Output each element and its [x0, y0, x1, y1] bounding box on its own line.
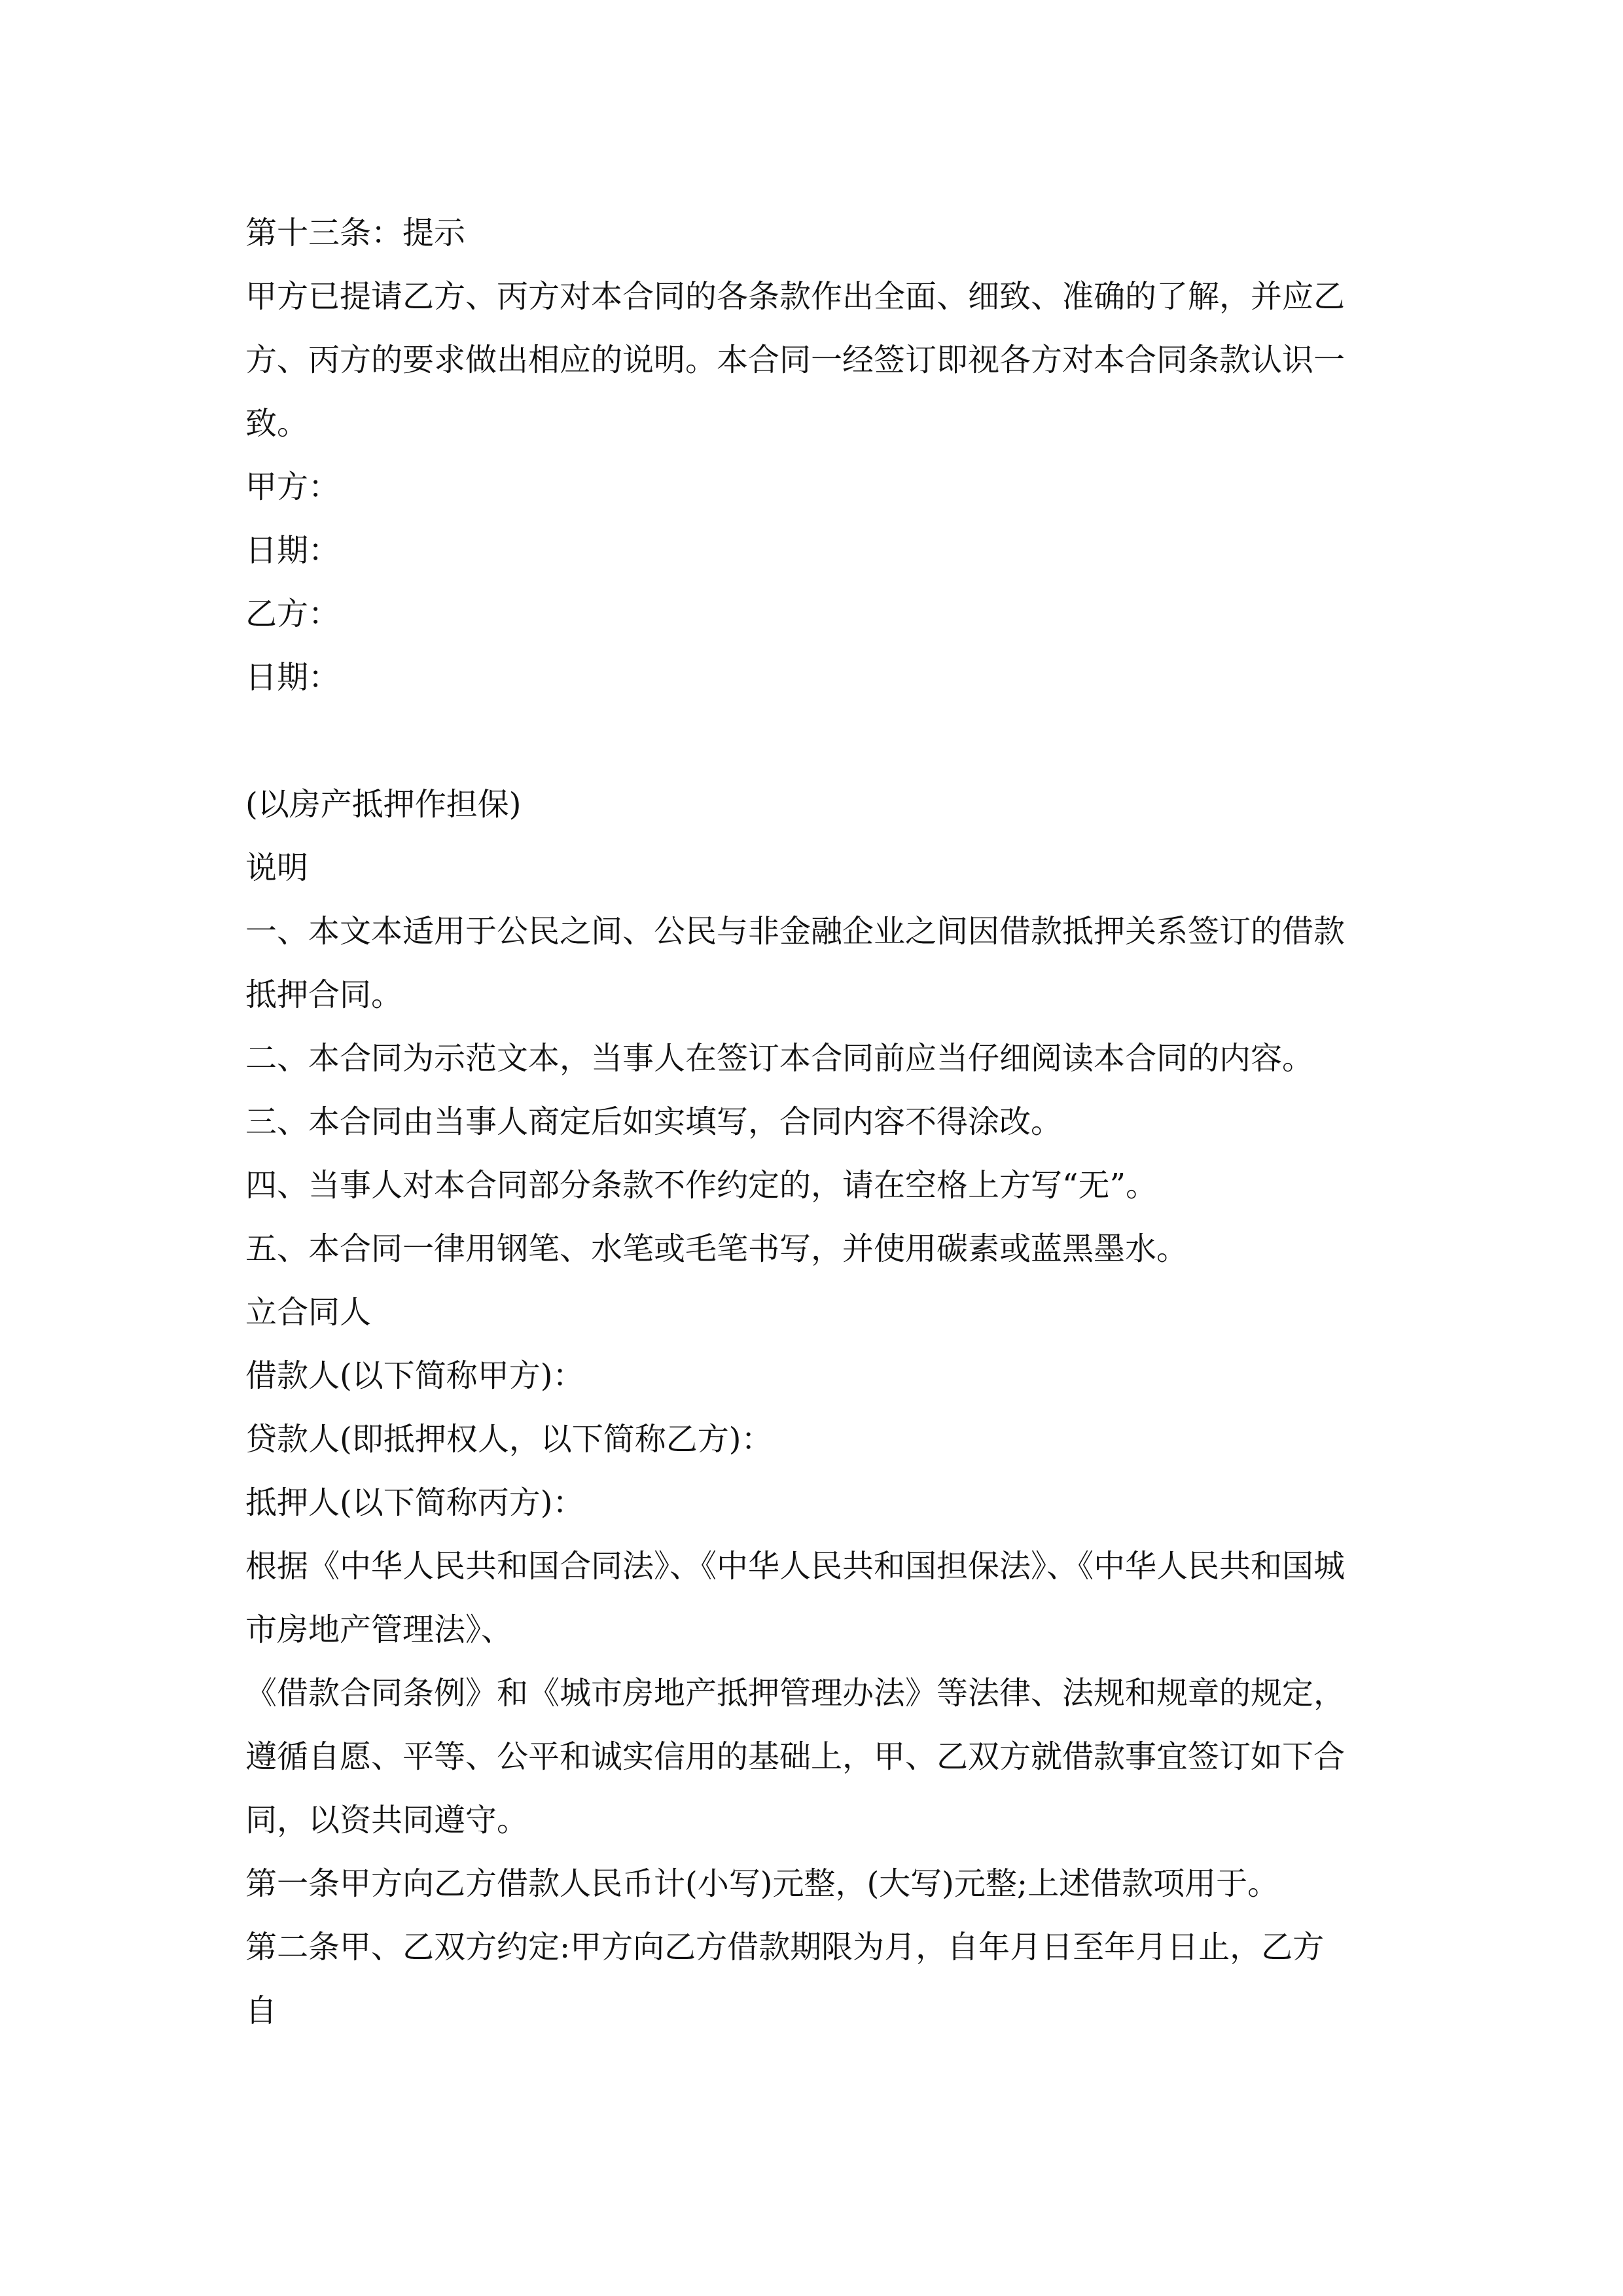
mortgagor-label: 抵押人(以下简称丙方)： [245, 1484, 584, 1521]
legal-basis-line: 根据《中华人民共和国合同法》、《中华人民共和国担保法》、《中华人民共和国城 [245, 1548, 1346, 1585]
legal-basis-line: 《借款合同条例》和《城市房地产抵押管理办法》等法律、法规和规章的规定， [245, 1675, 1346, 1712]
note-line: 抵押合同。 [245, 977, 403, 1013]
note-line: 五、本合同一律用钢笔、水笔或毛笔书写，并使用碳素或蓝黑墨水。 [245, 1230, 1188, 1267]
section-13-paragraph-line: 方、丙方的要求做出相应的说明。本合同一经签订即视各方对本合同条款认识一 [245, 342, 1346, 378]
party-b-date-label: 日期： [245, 659, 340, 696]
article-2-line: 自 [245, 1992, 277, 2029]
borrower-label: 借款人(以下简称甲方)： [245, 1357, 584, 1394]
legal-basis-line: 市房地产管理法》、 [245, 1611, 513, 1648]
note-line: 一、本文本适用于公民之间、公民与非金融企业之间因借款抵押关系签订的借款 [245, 913, 1346, 950]
parties-title: 立合同人 [245, 1294, 372, 1331]
section-13-title: 第十三条：提示 [245, 215, 466, 251]
note-line: 四、当事人对本合同部分条款不作约定的，请在空格上方写“无”。 [245, 1167, 1158, 1204]
legal-basis-line: 同，以资共同遵守。 [245, 1802, 529, 1839]
contract-subtitle: (以房产抵押作担保) [245, 786, 522, 823]
notes-title: 说明 [245, 850, 309, 886]
note-line: 二、本合同为示范文本，当事人在签订本合同前应当仔细阅读本合同的内容。 [245, 1040, 1314, 1077]
lender-label: 贷款人(即抵押权人，以下简称乙方)： [245, 1421, 773, 1458]
section-13-paragraph-line: 甲方已提请乙方、丙方对本合同的各条款作出全面、细致、准确的了解，并应乙 [245, 278, 1346, 315]
party-a-signature-label: 甲方： [245, 469, 340, 505]
section-spacer [245, 709, 1384, 773]
article-2-line: 第二条甲、乙双方约定:甲方向乙方借款期限为月，自年月日至年月日止，乙方 [245, 1929, 1325, 1965]
party-a-date-label: 日期： [245, 532, 340, 569]
legal-basis-line: 遵循自愿、平等、公平和诚实信用的基础上，甲、乙双方就借款事宜签订如下合 [245, 1738, 1346, 1775]
article-1: 第一条甲方向乙方借款人民币计(小写)元整，(大写)元整;上述借款项用于。 [245, 1865, 1279, 1902]
section-13-paragraph-line: 致。 [245, 405, 309, 442]
party-b-signature-label: 乙方： [245, 596, 340, 632]
note-line: 三、本合同由当事人商定后如实填写，合同内容不得涂改。 [245, 1103, 1063, 1140]
document-body [245, 202, 1384, 2043]
